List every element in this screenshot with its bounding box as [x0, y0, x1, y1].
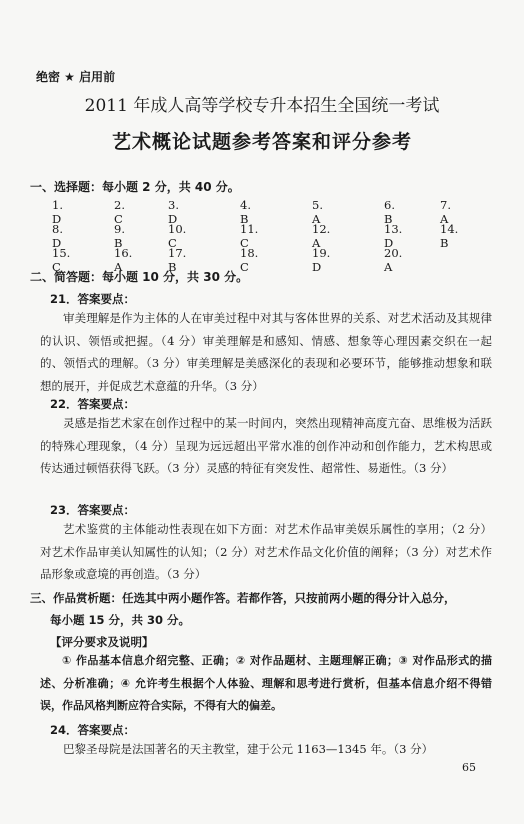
q21-heading: 21．答案要点： [50, 292, 136, 306]
section3-heading: 三、作品赏析题：任选其中两小题作答。若都作答，只按前两小题的得分计入总分， [30, 591, 456, 605]
answer-item: 3. D [168, 198, 179, 226]
q24-answer: 巴黎圣母院是法国著名的天主教堂，建于公元 1163—1345 年。（3 分） [63, 742, 434, 756]
q23-heading: 23．答案要点： [50, 503, 136, 517]
answer-item: 1. D [52, 198, 63, 226]
section1-heading: 一、选择题：每小题 2 分，共 40 分。 [30, 180, 240, 194]
answer-item: 4. B [240, 198, 251, 226]
answer-item: 13. D [384, 222, 403, 250]
answer-item: 18. C [240, 246, 259, 274]
scoring-requirements-heading: 【评分要求及说明】 [50, 635, 154, 649]
answer-item: 5. A [312, 198, 323, 226]
q24-heading: 24．答案要点： [50, 723, 136, 737]
section3-heading-line2: 每小题 15 分，共 30 分。 [50, 613, 191, 627]
answer-item: 7. A [440, 198, 451, 226]
exam-title: 2011 年成人高等学校专升本招生全国统一考试 [84, 96, 440, 116]
q22-heading: 22．答案要点： [50, 397, 136, 411]
answer-item: 12. A [312, 222, 331, 250]
q23-answer: 艺术鉴赏的主体能动性表现在如下方面：对艺术作品审美娱乐属性的享用；（2 分）对艺术作品审美认知属性的认知；（2 分）对艺术作品文化价值的阐释；（3 分）对艺术作品形象或意境的再创造。（3 分） [40, 522, 492, 581]
answer-item: 11. C [240, 222, 259, 250]
answer-item: 16. A [114, 246, 133, 274]
answer-item: 20. A [384, 246, 403, 274]
page-number: 65 [462, 761, 476, 774]
answer-item: 19. D [312, 246, 331, 274]
answer-item: 6. B [384, 198, 395, 226]
answer-item: 17. B [168, 246, 187, 274]
confidential-note: 绝密 ★ 启用前 [36, 70, 116, 84]
section2-heading: 二、简答题：每小题 10 分，共 30 分。 [30, 270, 249, 284]
answer-item: 10. C [168, 222, 187, 250]
answer-item: 2. C [114, 198, 125, 226]
answer-item: 14. B [440, 222, 459, 250]
q21-answer: 审美理解是作为主体的人在审美过程中对其与客体世界的关系、对艺术活动及其规律的认识、领悟或把握。（4 分）审美理解是和感知、情感、想象等心理因素交织在一起的、领悟式的理解。（3 分）审美理解是美感深化的表现和必要环节，能够推动想象和联想的展开，并促成艺术意蕴的升华。（3 分） [40, 311, 492, 393]
answer-item: 9. B [114, 222, 125, 250]
scoring-requirements-body: ① 作品基本信息介绍完整、正确；② 对作品题材、主题理解正确；③ 对作品形式的描述、分析准确；④ 允许考生根据个人体验、理解和思考进行赏析，但基本信息介绍不得错误，作品风格判断应符合实际，不得有大的偏差。 [40, 654, 492, 712]
q22-answer: 灵感是指艺术家在创作过程中的某一时间内，突然出现精神高度亢奋、思维极为活跃的特殊心理现象，（4 分）呈现为远远超出平常水准的创作冲动和创作能力，艺术构思或传达通过顿悟获得飞跃。（3 分）灵感的特征有突发性、超常性、易逝性。（3 分） [40, 416, 492, 475]
document-subtitle: 艺术概论试题参考答案和评分参考 [111, 131, 412, 153]
answer-item: 15. C [52, 246, 71, 274]
answer-item: 8. D [52, 222, 63, 250]
